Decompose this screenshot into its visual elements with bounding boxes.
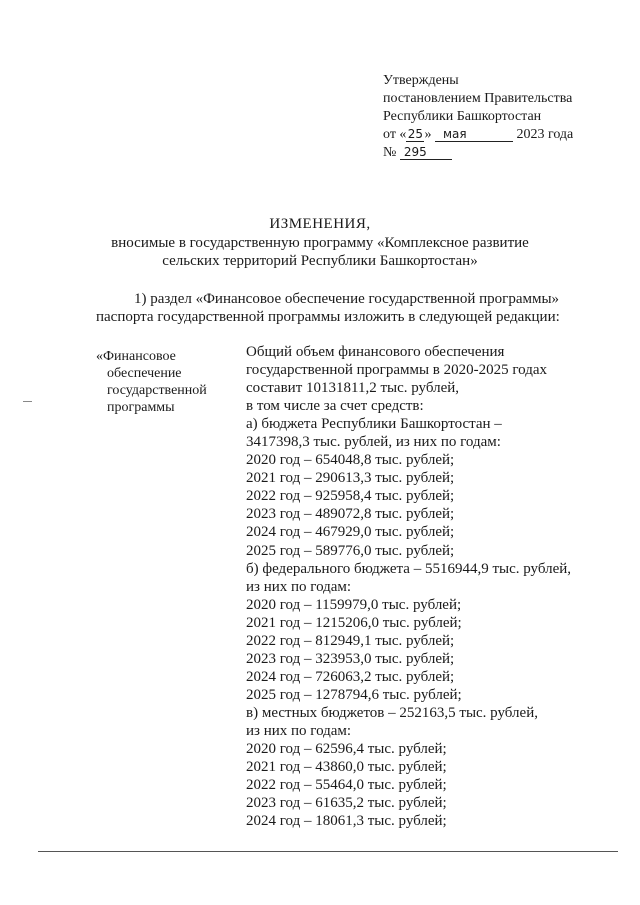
document-subtitle-line-2: сельских территорий Республики Башкортостан» (162, 253, 478, 269)
section-text-line: 3417398,3 тыс. рублей, из них по годам: (246, 434, 501, 451)
number-prefix: № (383, 145, 397, 160)
section-text-line: 2023 год – 61635,2 тыс. рублей; (246, 795, 447, 812)
handwritten-month: мая (435, 127, 513, 142)
handwritten-day: 25 (407, 127, 424, 141)
section-text-line: в том числе за счет средств: (246, 398, 424, 415)
section-text-line: 2020 год – 62596,4 тыс. рублей; (246, 741, 447, 758)
section-text-line: из них по годам: (246, 722, 352, 739)
section-text-line: 2025 год – 1278794,6 тыс. рублей; (246, 686, 462, 703)
approval-block (383, 72, 573, 162)
section-text (246, 343, 571, 830)
section-text-line: 2020 год – 1159979,0 тыс. рублей; (246, 596, 462, 613)
section-text-line: б) федерального бюджета – 5516944,9 тыс. рублей, (246, 560, 572, 577)
section-text-line: 2024 год – 467929,0 тыс. рублей; (246, 524, 455, 541)
approval-line-1: Утверждены (383, 73, 459, 88)
section-text-line: Общий объем финансового обеспечения (246, 344, 505, 360)
document-heading: ИЗМЕНЕНИЯ, (269, 216, 371, 232)
section-label-line: государственной (107, 383, 207, 398)
section-text-line: 2023 год – 489072,8 тыс. рублей; (246, 506, 455, 523)
section-text-line: 2021 год – 43860,0 тыс. рублей; (246, 759, 447, 776)
approval-date-line (383, 126, 573, 144)
section-text-line: 2024 год – 726063,2 тыс. рублей; (246, 668, 455, 685)
approval-line-2: постановлением Правительства (383, 91, 573, 106)
section-label-line: «Финансовое (96, 349, 176, 364)
document-subtitle-line-1: вносимые в государственную программу «Комплексное развитие (111, 235, 529, 251)
section-text-line: 2025 год – 589776,0 тыс. рублей; (246, 542, 455, 559)
page-bottom-rule (38, 851, 618, 852)
handwritten-number: 295 (400, 145, 452, 160)
section-text-line: 2020 год – 654048,8 тыс. рублей; (246, 452, 455, 469)
intro-paragraph-line-1: 1) раздел «Финансовое обеспечение государственной программы» (134, 291, 560, 307)
approval-number-line (383, 144, 573, 162)
scan-speck (23, 401, 32, 402)
section-text-line: государственной программы в 2020-2025 годах (246, 362, 548, 379)
date-prefix: от « (383, 127, 407, 142)
section-text-line: 2021 год – 1215206,0 тыс. рублей; (246, 614, 462, 631)
section-text-line: 2023 год – 323953,0 тыс. рублей; (246, 650, 455, 667)
date-mid: » (424, 127, 432, 142)
section-text-line: 2022 год – 925958,4 тыс. рублей; (246, 488, 455, 505)
intro-paragraph-line-2: паспорта государственной программы изложить в следующей редакции: (96, 309, 560, 325)
section-label-line: обеспечение (107, 366, 182, 381)
section-label (96, 348, 207, 416)
section-text-line: 2022 год – 812949,1 тыс. рублей; (246, 632, 455, 649)
section-text-line: 2022 год – 55464,0 тыс. рублей; (246, 777, 447, 794)
section-label-line: программы (107, 400, 175, 415)
section-text-line: составит 10131811,2 тыс. рублей, (246, 380, 460, 397)
section-text-line: 2024 год – 18061,3 тыс. рублей; (246, 813, 447, 830)
date-year: 2023 года (516, 127, 574, 142)
section-text-line: а) бюджета Республики Башкортостан – (246, 416, 502, 433)
section-text-line: из них по годам: (246, 578, 352, 595)
section-text-line: в) местных бюджетов – 252163,5 тыс. рублей, (246, 704, 538, 721)
approval-line-3: Республики Башкортостан (383, 109, 542, 124)
section-text-line: 2021 год – 290613,3 тыс. рублей; (246, 470, 455, 487)
